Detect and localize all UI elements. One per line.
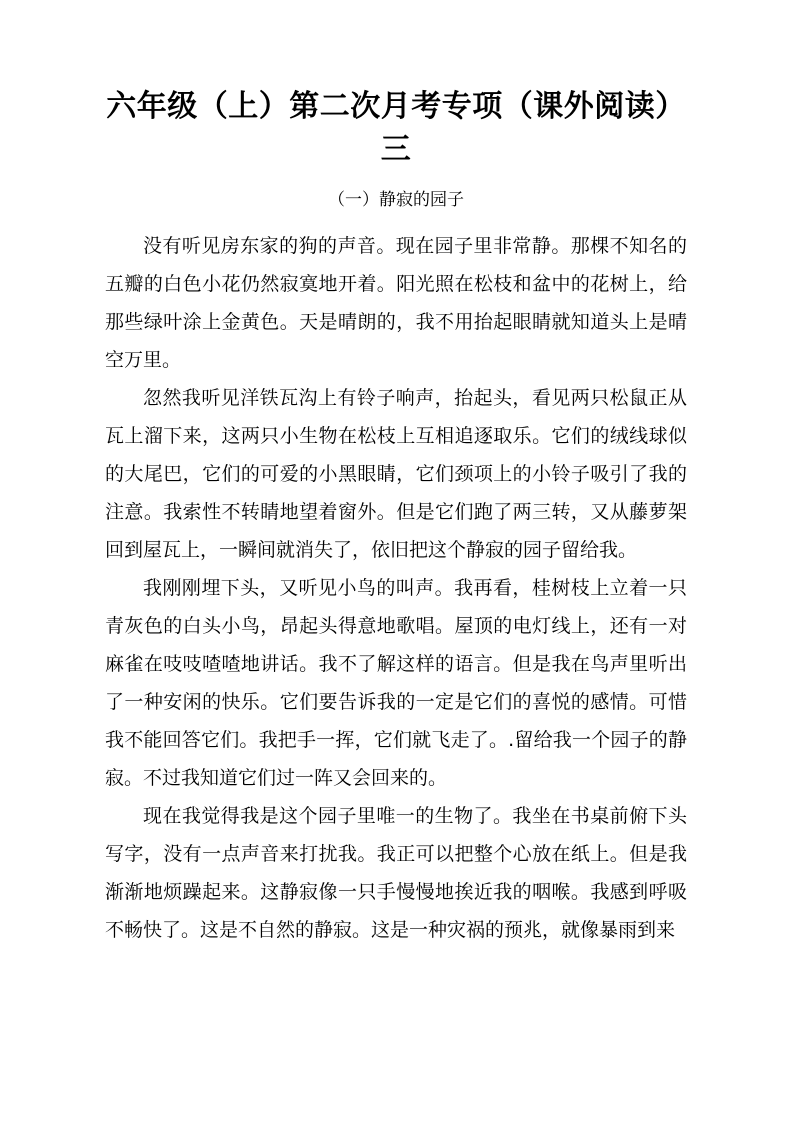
paragraph: 现在我觉得我是这个园子里唯一的生物了。我坐在书桌前俯下头写字，没有一点声音来打扰我。我正可以把整个心放在纸上。但是我渐渐地烦躁起来。这静寂像一只手慢慢地挨近我的咽喉。我感到呼吸不畅快了。这是不自然的静寂。这是一种灾祸的预兆，就像暴雨到来 <box>105 805 687 941</box>
paragraph: 我刚刚埋下头，又听见小鸟的叫声。我再看，桂树枝上立着一只青灰色的白头小鸟，昂起头得意地歌唱。屋顶的电灯线上，还有一对麻雀在吱吱喳喳地讲话。我不了解这样的语言。但是我在鸟声里听出了一种安闲的快乐。它们要告诉我的一定是它们的喜悦的感情。可惜我不能回答它们。我把手一挥，它们就飞走了。.留给我一个园子的静寂。不过我知道它们过一阵又会回来的。 <box>105 577 687 789</box>
page-content <box>105 0 687 949</box>
passage-subtitle: （一）静寂的园子 <box>328 190 464 210</box>
paragraph: 忽然我听见洋铁瓦沟上有铃子响声，抬起头，看见两只松鼠正从瓦上溜下来，这两只小生物在松枝上互相追逐取乐。它们的绒线球似的大尾巴，它们的可爱的小黑眼睛，它们颈项上的小铃子吸引了我的注意。我索性不转睛地望着窗外。但是它们跑了两三转，又从藤萝架回到屋瓦上，一瞬间就消失了，依旧把这个静寂的园子留给我。 <box>105 387 687 561</box>
page-title: 六年级（上）第二次月考专项（课外阅读）三 <box>106 89 686 167</box>
paragraph: 没有听见房东家的狗的声音。现在园子里非常静。那棵不知名的五瓣的白色小花仍然寂寞地开着。阳光照在松枝和盆中的花树上，给那些绿叶涂上金黄色。天是晴朗的，我不用抬起眼睛就知道头上是晴空万里。 <box>105 235 687 371</box>
passage-body <box>105 227 687 949</box>
